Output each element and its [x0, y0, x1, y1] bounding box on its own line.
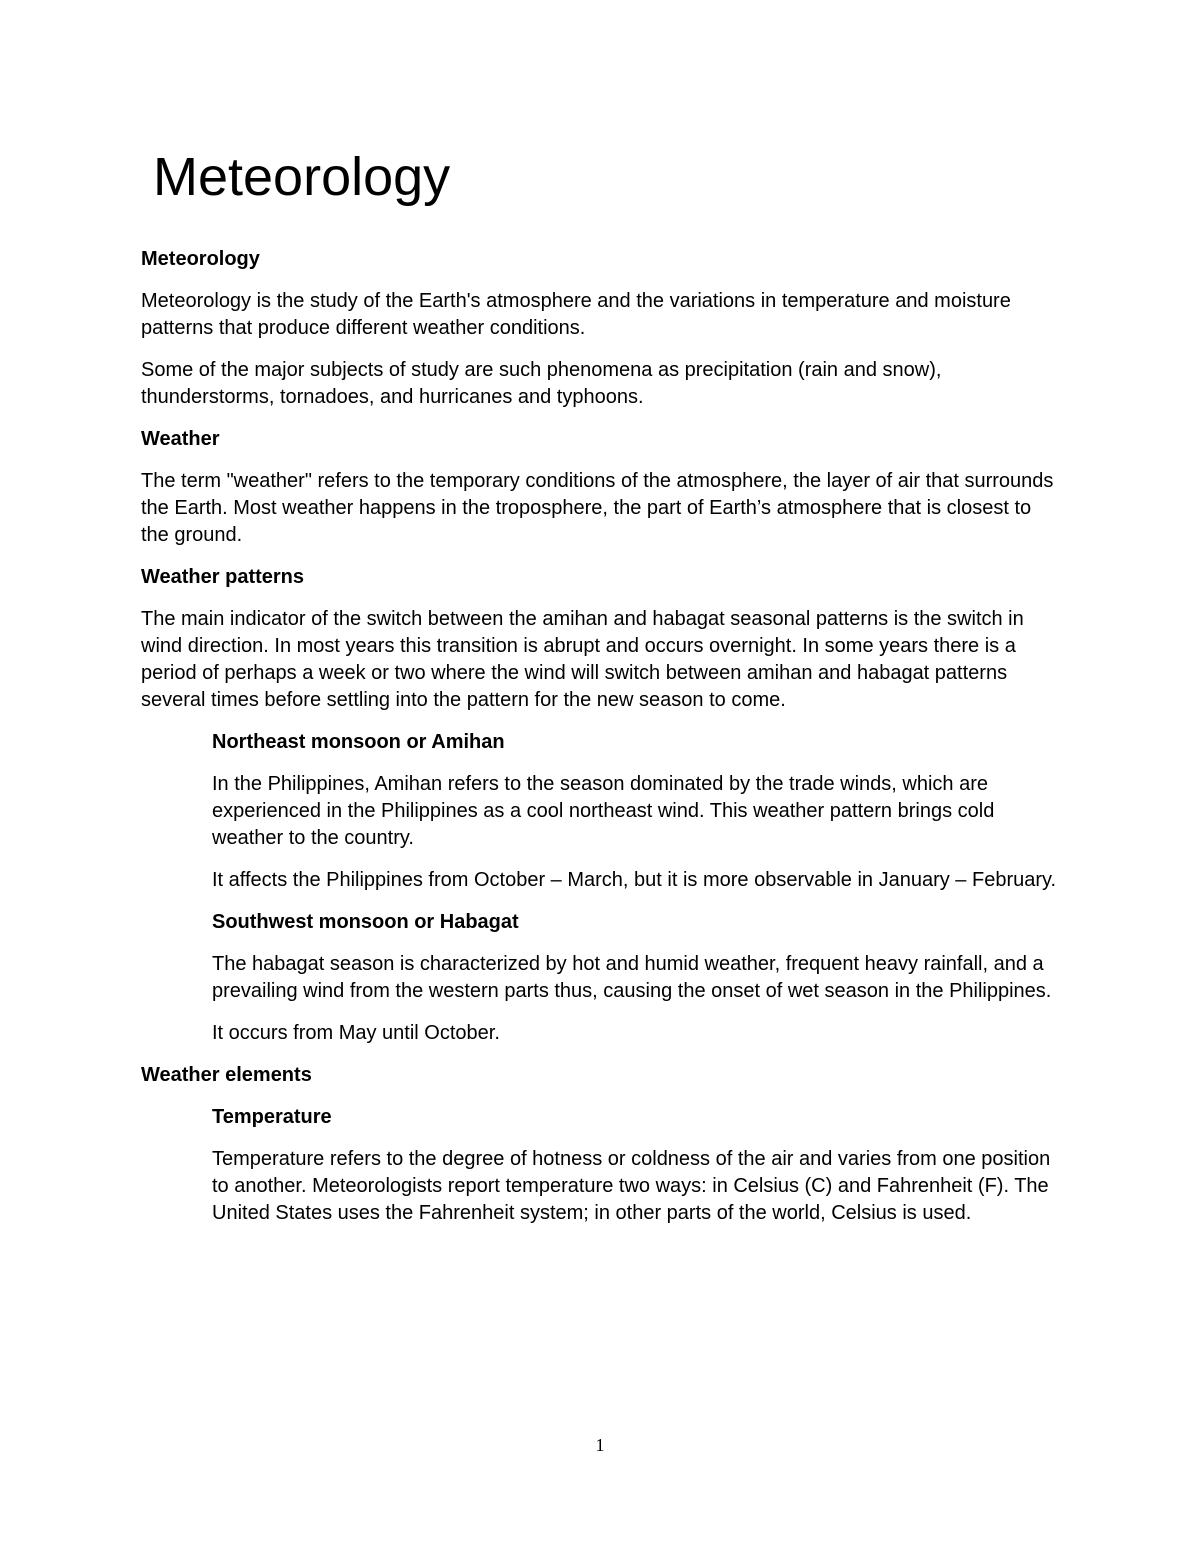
amihan-subsection: [141, 729, 1061, 894]
temperature-paragraph-1: Temperature refers to the degree of hotness or coldness of the air and varies from one position to another. Meteorologists report temperature two ways: in Celsius (C) and Fahrenheit (F). The United States uses the Fahrenheit system; in other parts of the world, Celsius is used.: [212, 1148, 1051, 1224]
page-number: 1: [595, 1435, 605, 1455]
section-heading-meteorology: Meteorology: [141, 248, 260, 270]
subsection-heading-temperature: Temperature: [212, 1106, 332, 1128]
weather-paragraph-1: The term "weather" refers to the temporary conditions of the atmosphere, the layer of air that surrounds the Earth. Most weather happens in the troposphere, the part of Earth’s atmosphere that is closest to the ground.: [141, 470, 1054, 546]
meteorology-paragraph-1: Meteorology is the study of the Earth's atmosphere and the variations in temperature and moisture patterns that produce different weather conditions.: [141, 290, 1011, 339]
habagat-paragraph-1: The habagat season is characterized by hot and humid weather, frequent heavy rainfall, and a prevailing wind from the western parts thus, causing the onset of wet season in the Philippines.: [212, 953, 1052, 1002]
meteorology-paragraph-2: Some of the major subjects of study are such phenomena as precipitation (rain and snow), thunderstorms, tornadoes, and hurricanes and typhoons.: [141, 359, 942, 408]
temperature-subsection: [141, 1104, 1061, 1227]
habagat-paragraph-2: It occurs from May until October.: [212, 1022, 500, 1044]
amihan-paragraph-2: It affects the Philippines from October – March, but it is more observable in January – February.: [212, 869, 1057, 891]
subsection-heading-habagat: Southwest monsoon or Habagat: [212, 911, 519, 933]
section-heading-weather-patterns: Weather patterns: [141, 566, 305, 588]
document-body: [141, 246, 1061, 1242]
habagat-subsection: [141, 909, 1061, 1047]
document-title: Meteorology: [153, 147, 451, 207]
amihan-paragraph-1: In the Philippines, Amihan refers to the season dominated by the trade winds, which are experienced in the Philippines as a cool northeast wind. This weather pattern brings cold weather to the country.: [212, 773, 995, 849]
section-heading-weather-elements: Weather elements: [141, 1064, 312, 1086]
section-heading-weather: Weather: [141, 428, 220, 450]
weather-patterns-paragraph-1: The main indicator of the switch between the amihan and habagat seasonal patterns is the switch in wind direction. In most years this transition is abrupt and occurs overnight. In some years there is a period of perhaps a week or two where the wind will switch between amihan and habagat patterns several times before settling into the pattern for the new season to come.: [141, 608, 1024, 711]
subsection-heading-amihan: Northeast monsoon or Amihan: [212, 731, 505, 753]
